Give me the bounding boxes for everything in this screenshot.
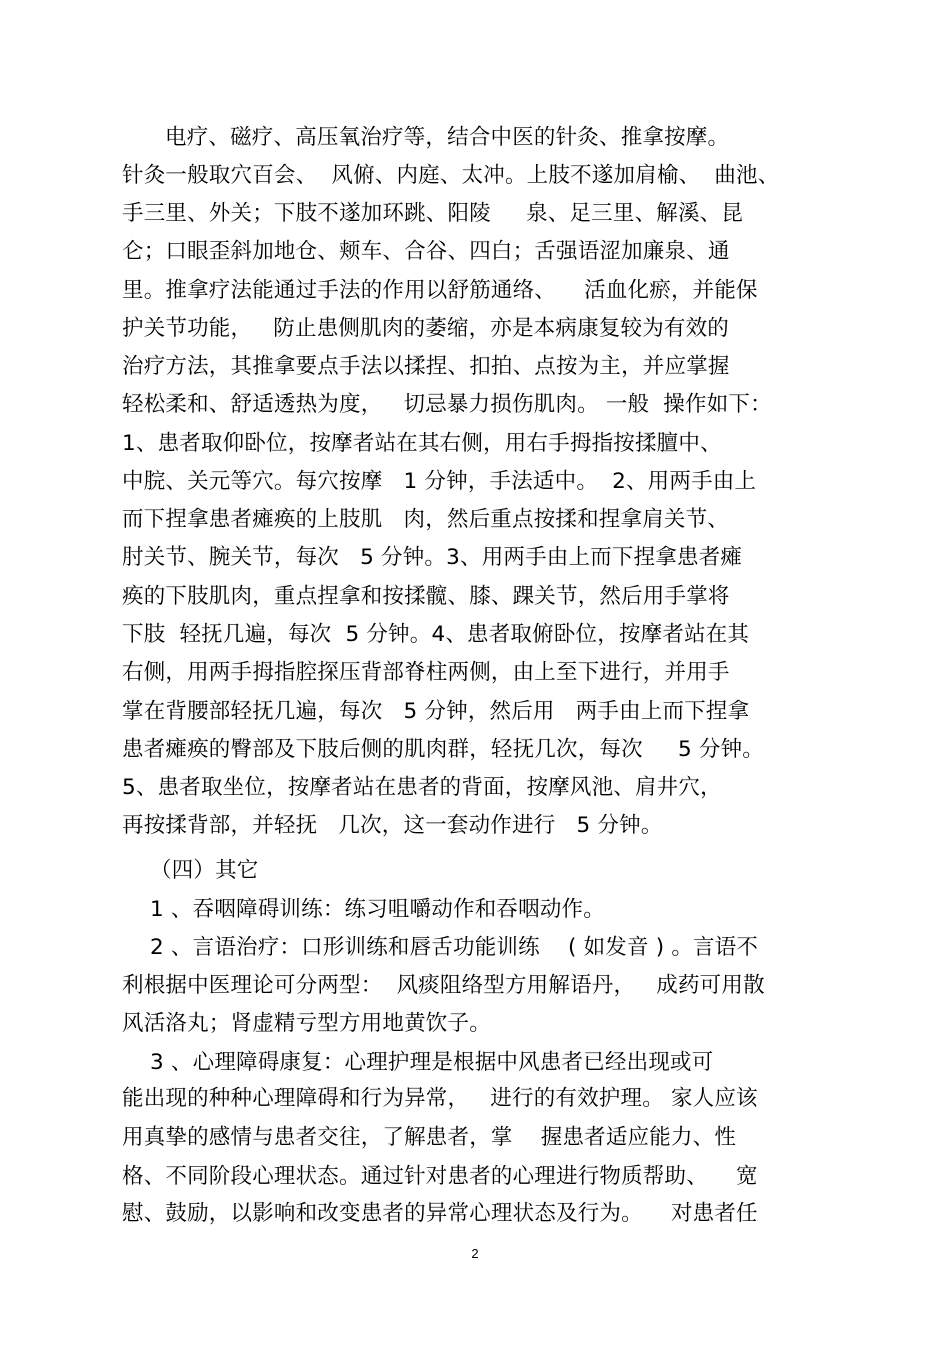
text-line: 1 、吞咽障碍训练：练习咀嚼动作和吞咽动作。	[150, 897, 605, 922]
page-number: 2	[471, 1246, 479, 1261]
text-line: 利根据中医理论可分两型： 风痰阻络型方用解语丹， 成药可用散	[122, 973, 765, 998]
text-line: 而下捏拿患者瘫痪的上肢肌 肉，然后重点按揉和捏拿肩关节、	[122, 507, 730, 532]
text-line: 下肢 轻抚几遍，每次 5 分钟。4、患者取俯卧位，按摩者站在其	[122, 622, 750, 647]
text-line: 痪的下肢肌肉，重点捏拿和按揉髋、膝、踝关节，然后用手掌将	[122, 584, 730, 609]
text-line: 仑；口眼歪斜加地仓、颊车、合谷、四白；舌强语涩加廉泉、通	[122, 239, 730, 264]
text-line: 中脘、关元等穴。每穴按摩 1 分钟，手法适中。 2、用两手由上	[122, 469, 757, 494]
text-line: 治疗方法，其推拿要点手法以揉捏、扣拍、点按为主，并应掌握	[122, 354, 730, 379]
text-line: 用真挚的感情与患者交往，了解患者，掌 握患者适应能力、性	[122, 1125, 737, 1150]
text-line: 再按揉背部，并轻抚 几次，这一套动作进行 5 分钟。	[122, 813, 663, 838]
text-line: 手三里、外关；下肢不遂加环跳、阳陵 泉、足三里、解溪、昆	[122, 201, 744, 226]
text-line: 肘关节、腕关节，每次 5 分钟。3、用两手由上而下捏拿患者瘫	[122, 545, 743, 570]
text-line: 格、不同阶段心理状态。通过针对患者的心理进行物质帮助、 宽	[122, 1164, 758, 1189]
text-line: 轻松柔和、舒适透热为度， 切忌暴力损伤肌肉。 一般 操作如下：	[122, 392, 772, 417]
section-heading: （四）其它	[150, 858, 259, 883]
text-line: 患者瘫痪的臀部及下肢后侧的肌肉群，轻抚几次，每次 5 分钟。	[122, 737, 764, 762]
text-line: 慰、鼓励，以影响和改变患者的异常心理状态及行为。 对患者任	[122, 1201, 758, 1226]
text-line: 2 、言语治疗：口形训练和唇舌功能训练 ( 如发音 ) 。言语不	[150, 935, 759, 960]
text-line: 能出现的种种心理障碍和行为异常， 进行的有效护理。 家人应该	[122, 1086, 758, 1111]
text-line: 针灸一般取穴百会、 风俯、内庭、太冲。上肢不遂加肩榆、 曲池、	[122, 163, 780, 188]
text-line: 掌在背腰部轻抚几遍，每次 5 分钟，然后用 两手由上而下捏拿	[122, 699, 750, 724]
text-line: 右侧，用两手拇指腔探压背部脊柱两侧，由上至下进行，并用手	[122, 660, 730, 685]
text-line: 风活洛丸；肾虚精亏型方用地黄饮子。	[122, 1011, 491, 1036]
text-line: 里。推拿疗法能通过手法的作用以舒筋通络、 活血化瘀，并能保	[122, 278, 758, 303]
text-line: 3 、心理障碍康复：心理护理是根据中风患者已经出现或可	[150, 1050, 714, 1075]
text-line: 护关节功能， 防止患侧肌肉的萎缩，亦是本病康复较为有效的	[122, 316, 730, 341]
text-line: 电疗、磁疗、高压氧治疗等，结合中医的针灸、推拿按摩。	[165, 125, 730, 150]
text-line: 5、患者取坐位，按摩者站在患者的背面，按摩风池、肩井穴，	[122, 775, 722, 800]
text-line: 1、患者取仰卧位，按摩者站在其右侧，用右手拇指按揉膻中、	[122, 431, 722, 456]
